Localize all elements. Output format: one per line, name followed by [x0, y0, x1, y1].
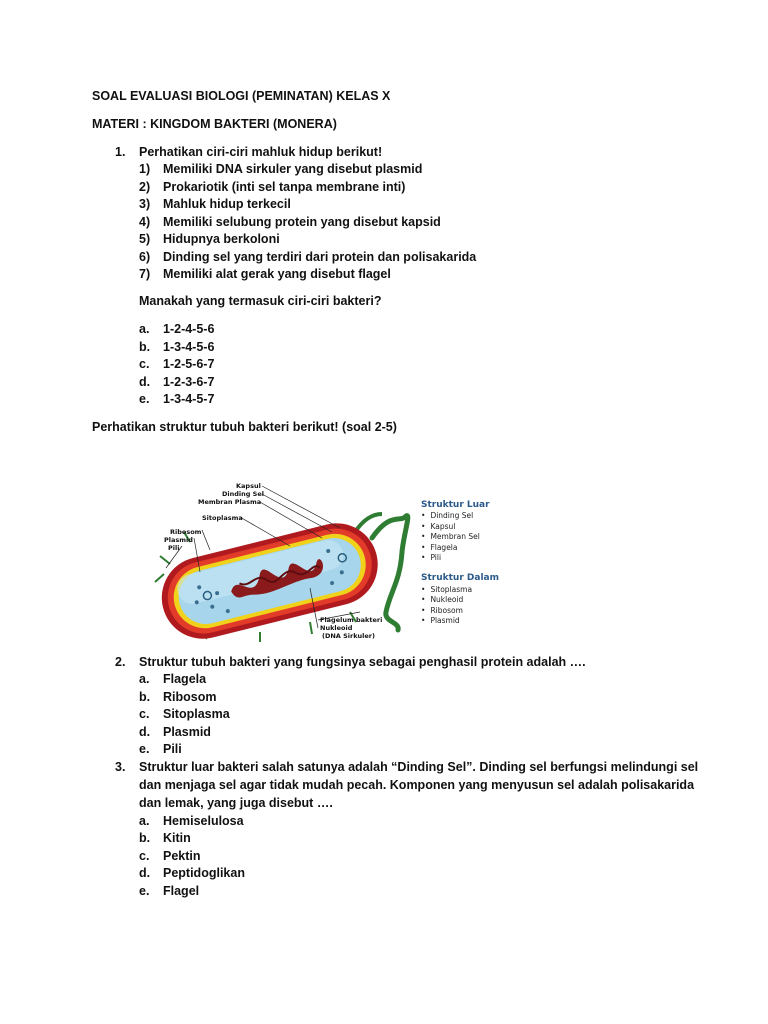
legend-item: • Pili — [421, 553, 541, 563]
q1-item: Prokariotik (inti sel tanpa membrane inti) — [163, 180, 406, 194]
label-ribosom: Ribosom — [170, 528, 202, 536]
q2-option: Pili — [163, 742, 182, 756]
option-letter: c. — [139, 357, 150, 371]
q1-number: 1. — [115, 145, 126, 159]
q2-stem: Struktur tubuh bakteri yang fungsinya sebagai penghasil protein adalah …. — [139, 655, 586, 669]
q1-item: Mahluk hidup terkecil — [163, 197, 291, 211]
legend-item: • Membran Sel — [421, 532, 541, 542]
option-letter: a. — [139, 322, 150, 336]
q2-number: 2. — [115, 655, 126, 669]
q1-stem: Perhatikan ciri-ciri mahluk hidup berikut! — [139, 145, 383, 159]
option-letter: d. — [139, 375, 151, 389]
legend-outer-list — [421, 511, 541, 563]
legend-item: • Flagela — [421, 543, 541, 553]
document-title: SOAL EVALUASI BIOLOGI (PEMINATAN) KELAS X — [92, 89, 391, 103]
q3-number: 3. — [115, 760, 126, 774]
q1-item: Memiliki DNA sirkuler yang disebut plasmid — [163, 162, 423, 176]
flagellum-shape — [372, 516, 408, 630]
legend-outer-title: Struktur Luar — [421, 500, 490, 510]
diagram-legend — [421, 500, 541, 636]
q1-option: 1-2-4-5-6 — [163, 322, 215, 336]
label-plasmid: Plasmid — [164, 536, 193, 544]
q1-item-number: 3) — [139, 197, 151, 211]
label-dinding-sel: Dinding Sel — [222, 490, 264, 498]
label-dna-sirkuler: (DNA Sirkuler) — [322, 632, 375, 640]
q3-option: Hemiselulosa — [163, 814, 244, 828]
q2-option: Sitoplasma — [163, 707, 230, 721]
q1-option: 1-3-4-5-7 — [163, 392, 215, 406]
q1-item-number: 5) — [139, 232, 151, 246]
label-pili: Pili — [168, 544, 180, 552]
label-sitoplasma: Sitoplasma — [202, 514, 243, 522]
legend-item: • Plasmid — [421, 616, 541, 626]
legend-item: • Kapsul — [421, 522, 541, 532]
q2-option: Flagela — [163, 672, 207, 686]
q2-option: Ribosom — [163, 690, 217, 704]
q1-item: Hidupnya berkoloni — [163, 232, 280, 246]
label-flagelum: Flagelum bakteri — [320, 616, 383, 624]
label-nukleoid: Nukleoid — [320, 624, 353, 632]
legend-inner-title: Struktur Dalam — [421, 573, 499, 584]
option-letter: e. — [139, 392, 150, 406]
option-letter: b. — [139, 340, 151, 354]
option-letter: e. — [139, 742, 150, 756]
q1-item-number: 2) — [139, 180, 151, 194]
q1-item: Memiliki selubung protein yang disebut kapsid — [163, 215, 441, 229]
q1-item-number: 4) — [139, 215, 151, 229]
q3-stem-line: dan menjaga sel agar tidak mudah pecah. Komponen yang menyusun sel adalah polisakarida — [139, 778, 695, 792]
label-membran-plasma: Membran Plasma — [198, 498, 262, 506]
q1-option: 1-2-3-6-7 — [163, 375, 215, 389]
label-kapsul: Kapsul — [236, 482, 261, 490]
legend-inner-list — [421, 585, 541, 627]
q1-item: Dinding sel yang terdiri dari protein dan polisakarida — [163, 250, 477, 264]
q3-stem-line: Struktur luar bakteri salah satunya adalah “Dinding Sel”. Dinding sel berfungsi melindungi sel — [139, 760, 699, 774]
q1-item-number: 1) — [139, 162, 151, 176]
legend-item: • Ribosom — [421, 606, 541, 616]
option-letter: e. — [139, 884, 150, 898]
q3-option: Pektin — [163, 849, 201, 863]
q1-item: Memiliki alat gerak yang disebut flagel — [163, 267, 391, 281]
q3-stem-line: dan lemak, yang juga disebut …. — [139, 796, 333, 810]
q1-question: Manakah yang termasuk ciri-ciri bakteri? — [139, 294, 382, 308]
q1-option: 1-2-5-6-7 — [163, 357, 215, 371]
option-letter: d. — [139, 866, 151, 880]
legend-item: • Dinding Sel — [421, 511, 541, 521]
legend-item: • Nukleoid — [421, 595, 541, 605]
materi-heading: MATERI : KINGDOM BAKTERI (MONERA) — [92, 117, 337, 131]
q3-option: Kitin — [163, 831, 191, 845]
q1-option: 1-3-4-5-6 — [163, 340, 215, 354]
legend-item: • Sitoplasma — [421, 585, 541, 595]
option-letter: b. — [139, 831, 151, 845]
q3-option: Peptidoglikan — [163, 866, 245, 880]
q3-option: Flagel — [163, 884, 200, 898]
option-letter: c. — [139, 707, 150, 721]
option-letter: c. — [139, 849, 150, 863]
q1-item-number: 6) — [139, 250, 151, 264]
option-letter: a. — [139, 672, 150, 686]
q1-item-number: 7) — [139, 267, 151, 281]
option-letter: b. — [139, 690, 151, 704]
option-letter: d. — [139, 725, 151, 739]
option-letter: a. — [139, 814, 150, 828]
figure-intro: Perhatikan struktur tubuh bakteri berikut! (soal 2-5) — [92, 420, 397, 434]
q2-option: Plasmid — [163, 725, 211, 739]
